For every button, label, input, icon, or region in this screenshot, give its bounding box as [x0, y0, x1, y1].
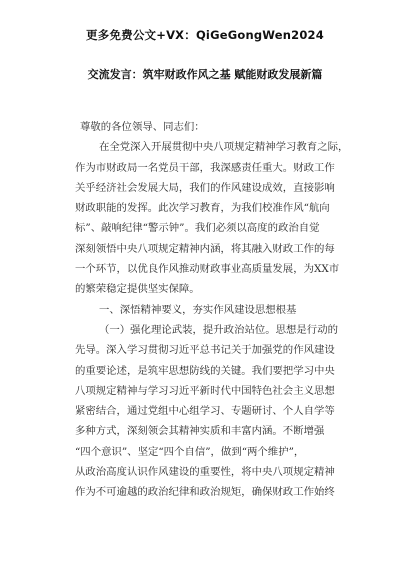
paragraph-line: 深刻领悟中央八项规定精神内涵，将其融入财政工作的每	[75, 242, 335, 255]
header-text: 更多免费公文+VX：QiGeGongWen2024	[86, 28, 324, 42]
paragraph-line: 从政治高度认识作风建设的重要性，将中央八项规定精神	[75, 466, 335, 479]
document-body	[75, 117, 348, 503]
paragraph-line: 多种方式，深刻领会其精神实质和丰富内涵。不断增强	[75, 425, 325, 438]
salutation-line: 尊敬的各位领导、同志们：	[80, 121, 205, 133]
paragraph-line: 在全党深入开展贯彻中央八项规定精神学习教育之际，	[99, 141, 348, 154]
paragraph-line: 的繁荣稳定提供坚实保障。	[75, 283, 200, 296]
document-title: 交流发言：筑牢财政作风之基 赋能财政发展新篇	[87, 68, 323, 81]
paragraph-line: 标”、敲响纪律“警示钟”。我们必须以高度的政治自觉	[75, 222, 320, 235]
paragraph-line: 八项规定精神与学习习近平新时代中国特色社会主义思想	[75, 384, 335, 397]
paragraph-line: 关乎经济社会发展大局，我们的作风建设成效，直接影响	[75, 181, 335, 194]
paragraph-line: 的重要论述，是筑牢思想防线的关键。我们要把学习中央	[75, 364, 335, 377]
paragraph-line: 先导。深入学习贯彻习近平总书记关于加强党的作风建设	[75, 344, 335, 357]
paragraph-line: 紧密结合，通过党组中心组学习、专题研讨、个人自学等	[75, 405, 335, 418]
subsection-heading: （一）强化理论武装，提升政治站位。思想是行动的	[99, 323, 338, 336]
section-heading: 一、深悟精神要义，夯实作风建设思想根基	[99, 303, 297, 316]
paragraph-line: 财政职能的发挥。此次学习教育，为我们校准作风“航向	[75, 202, 330, 215]
paragraph-line: 作为不可逾越的政治纪律和政治规矩，确保财政工作始终	[75, 486, 335, 499]
paragraph-line: 作为市财政局一名党员干部，我深感责任重大。财政工作	[75, 161, 335, 174]
paragraph-line: “四个意识”、坚定“四个自信”，做到“两个维护”，	[75, 445, 305, 458]
paragraph-line: 一个环节，以优良作风推动财政事业高质量发展，为XX市	[75, 263, 340, 276]
